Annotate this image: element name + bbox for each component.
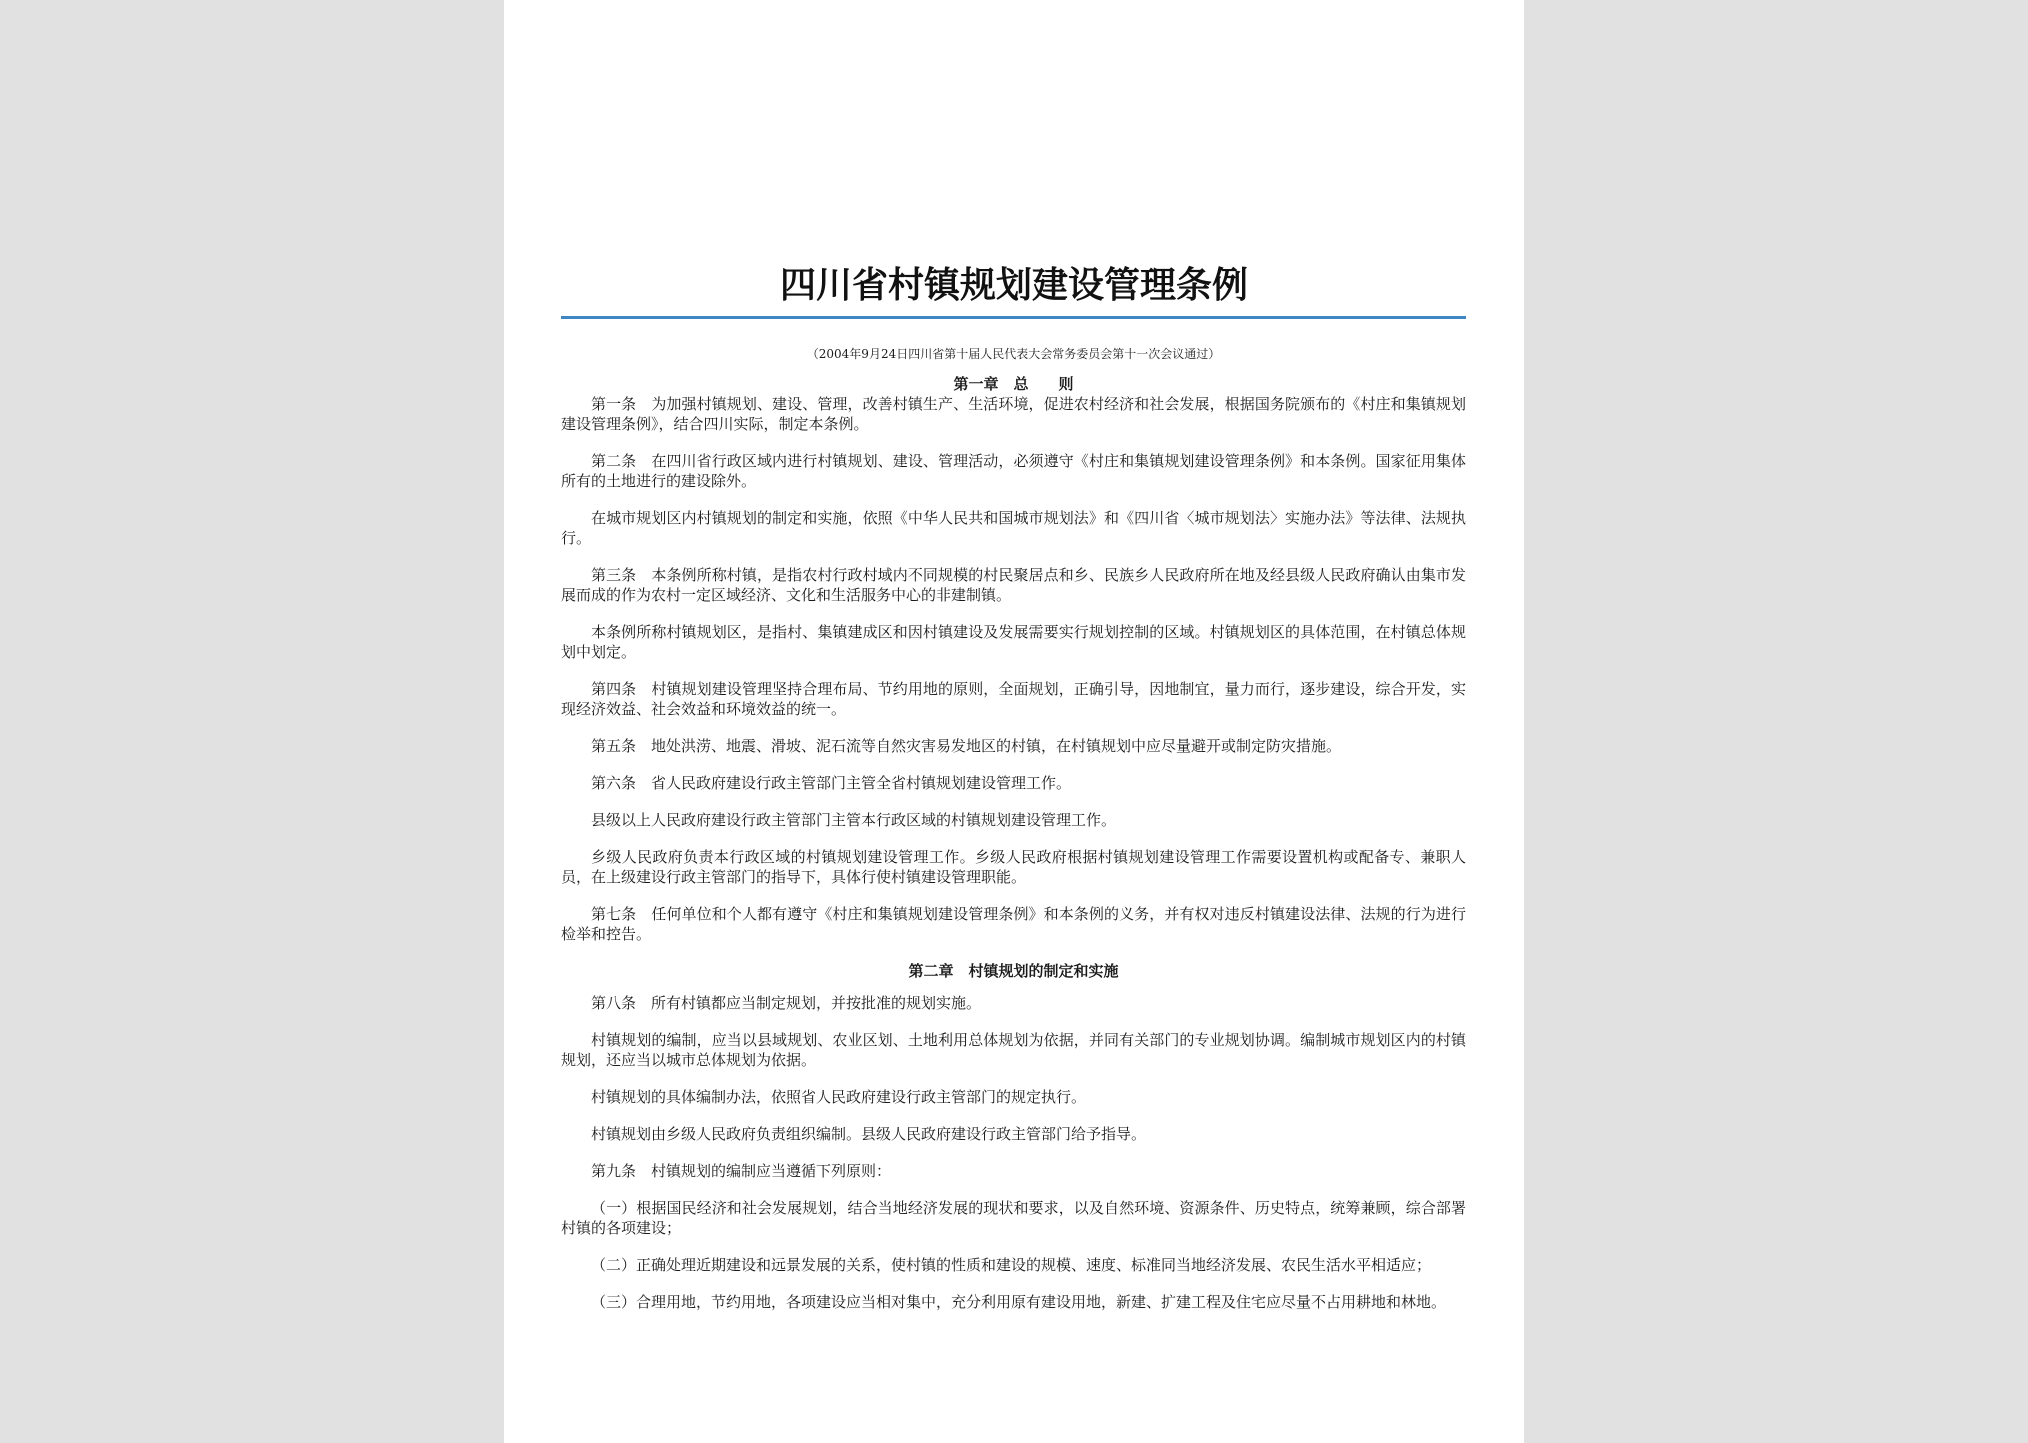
paragraph: 县级以上人民政府建设行政主管部门主管本行政区域的村镇规划建设管理工作。 xyxy=(591,811,1117,829)
document-page xyxy=(504,0,1524,1443)
paragraph: 第二条 在四川省行政区域内进行村镇规划、建设、管理活动，必须遵守《村庄和集镇规划建设管理条例》和本条例。国家征用集体所有的土地进行的建设除外。 xyxy=(561,452,1466,490)
paragraph: （一）根据国民经济和社会发展规划，结合当地经济发展的现状和要求，以及自然环境、资源条件、历史特点，统筹兼顾，综合部署村镇的各项建设； xyxy=(561,1199,1466,1237)
paragraph: 第八条 所有村镇都应当制定规划，并按批准的规划实施。 xyxy=(591,994,982,1012)
paragraph: 第九条 村镇规划的编制应当遵循下列原则： xyxy=(591,1162,892,1180)
chapter-heading: 第二章 村镇规划的制定和实施 xyxy=(908,962,1119,980)
paragraph: 乡级人民政府负责本行政区域的村镇规划建设管理工作。乡级人民政府根据村镇规划建设管理工作需要设置机构或配备专、兼职人员，在上级建设行政主管部门的指导下，具体行使村镇建设管理职能。 xyxy=(561,848,1466,886)
paragraph: 村镇规划的编制，应当以县域规划、农业区划、土地利用总体规划为依据，并同有关部门的专业规划协调。编制城市规划区内的村镇规划，还应当以城市总体规划为依据。 xyxy=(561,1031,1466,1069)
document-title: 四川省村镇规划建设管理条例 xyxy=(779,265,1248,306)
paragraph: （三）合理用地，节约用地，各项建设应当相对集中，充分利用原有建设用地，新建、扩建工程及住宅应尽量不占用耕地和林地。 xyxy=(591,1293,1447,1311)
paragraph: 第一条 为加强村镇规划、建设、管理，改善村镇生产、生活环境，促进农村经济和社会发展，根据国务院颁布的《村庄和集镇规划建设管理条例》，结合四川实际，制定本条例。 xyxy=(561,395,1466,433)
paragraph: 第四条 村镇规划建设管理坚持合理布局、节约用地的原则，全面规划，正确引导，因地制宜，量力而行，逐步建设，综合开发，实现经济效益、社会效益和环境效益的统一。 xyxy=(561,680,1466,718)
paragraph: 第七条 任何单位和个人都有遵守《村庄和集镇规划建设管理条例》和本条例的义务，并有权对违反村镇建设法律、法规的行为进行检举和控告。 xyxy=(561,905,1466,943)
paragraph: 村镇规划的具体编制办法，依照省人民政府建设行政主管部门的规定执行。 xyxy=(591,1088,1087,1106)
paragraph: 村镇规划由乡级人民政府负责组织编制。县级人民政府建设行政主管部门给予指导。 xyxy=(591,1125,1147,1143)
document-body xyxy=(561,344,1466,1329)
paragraph: 第六条 省人民政府建设行政主管部门主管全省村镇规划建设管理工作。 xyxy=(591,774,1072,792)
paragraph: （二）正确处理近期建设和远景发展的关系，使村镇的性质和建设的规模、速度、标准同当地经济发展、农民生活水平相适应； xyxy=(591,1256,1432,1274)
adoption-note: （2004年9月24日四川省第十届人民代表大会常务委员会第十一次会议通过） xyxy=(806,347,1221,361)
paragraph: 第五条 地处洪涝、地震、滑坡、泥石流等自然灾害易发地区的村镇，在村镇规划中应尽量避开或制定防灾措施。 xyxy=(591,737,1342,755)
paragraph: 本条例所称村镇规划区，是指村、集镇建成区和因村镇建设及发展需要实行规划控制的区域。村镇规划区的具体范围，在村镇总体规划中划定。 xyxy=(561,623,1466,661)
title-underline xyxy=(561,316,1466,319)
paragraph: 在城市规划区内村镇规划的制定和实施，依照《中华人民共和国城市规划法》和《四川省〈城市规划法〉实施办法》等法律、法规执行。 xyxy=(561,509,1466,547)
paragraph: 第三条 本条例所称村镇，是指农村行政村域内不同规模的村民聚居点和乡、民族乡人民政府所在地及经县级人民政府确认由集市发展而成的作为农村一定区域经济、文化和生活服务中心的非建制镇。 xyxy=(561,566,1466,604)
chapter-heading: 第一章 总 则 xyxy=(953,375,1074,393)
